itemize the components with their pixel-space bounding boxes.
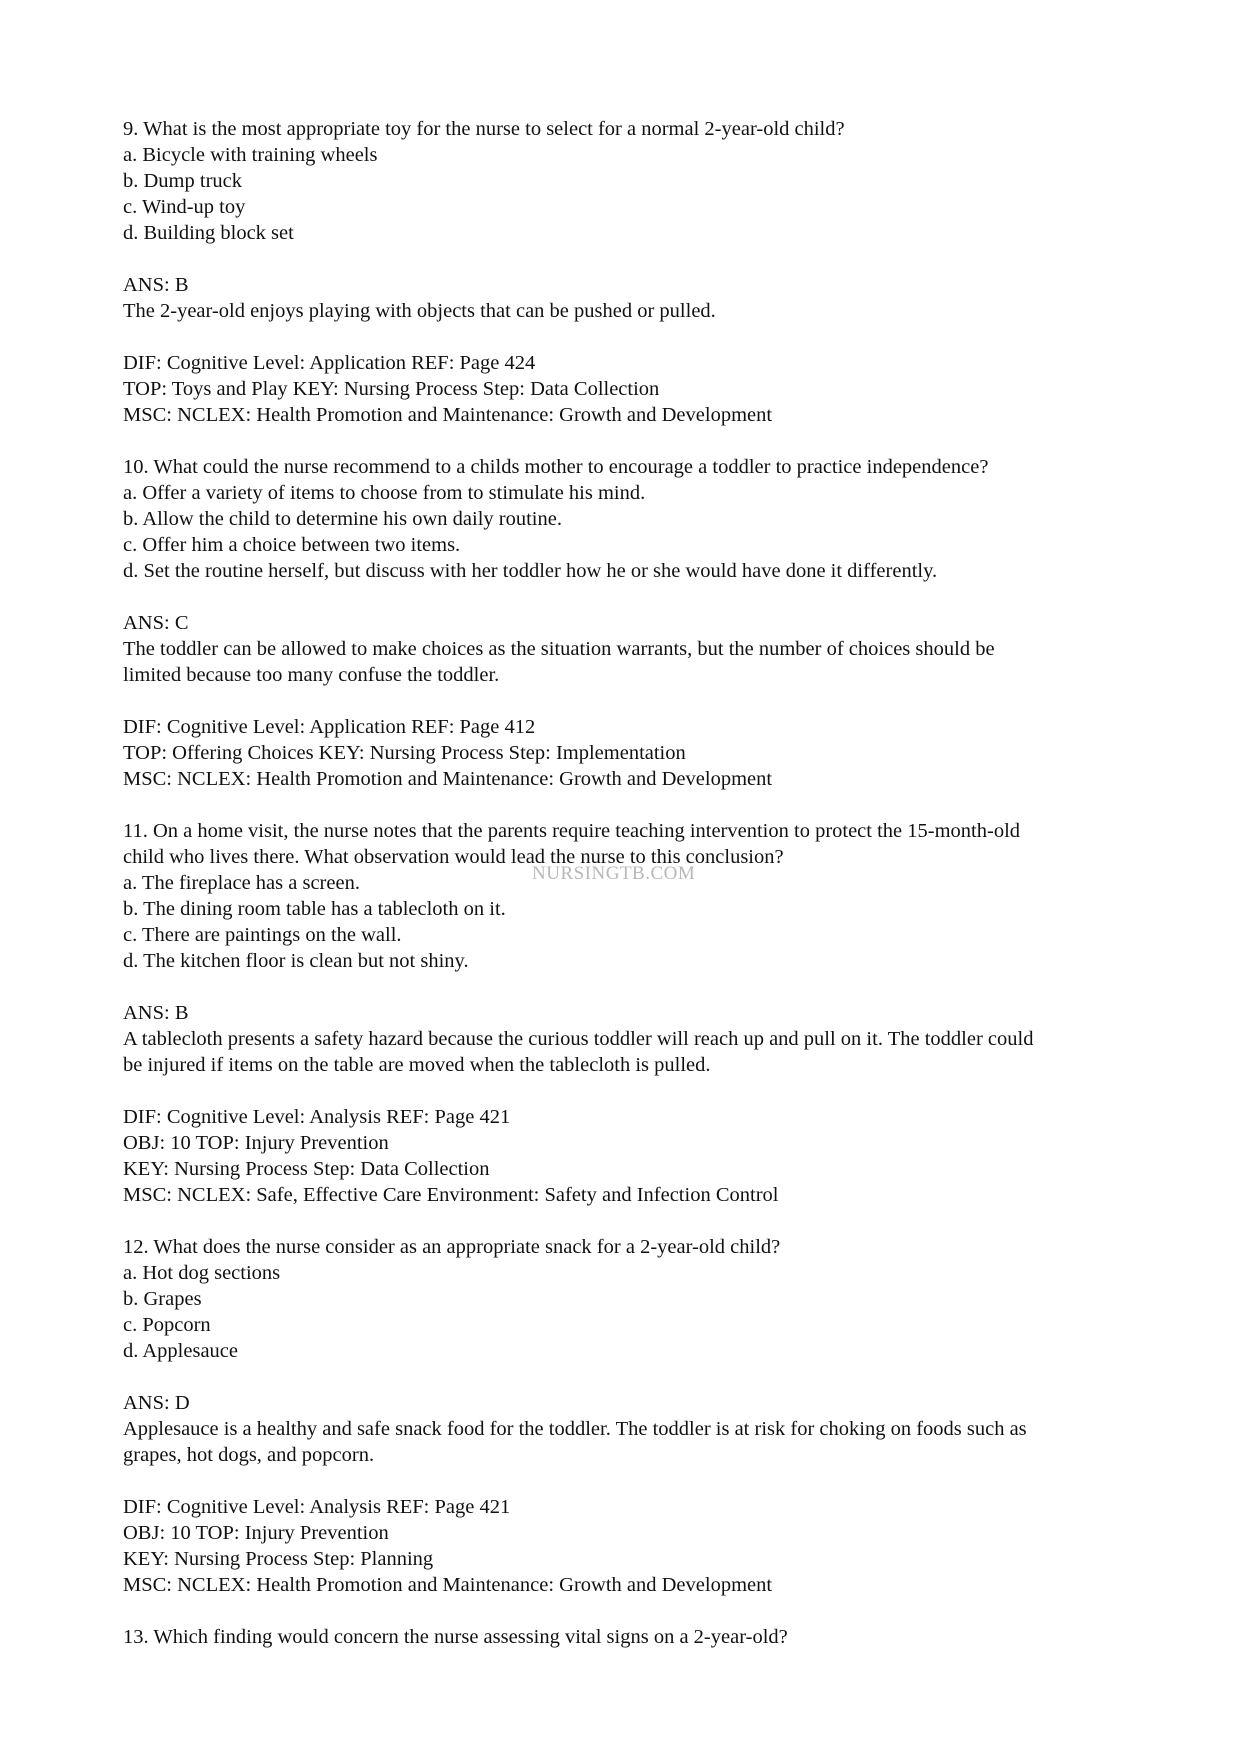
spacer [123, 1208, 1160, 1234]
question-metadata: DIF: Cognitive Level: Analysis REF: Page 421 [123, 1496, 511, 1518]
spacer [123, 688, 1160, 714]
question-stem: 9. What is the most appropriate toy for the nurse to select for a normal 2-year-old child? [123, 118, 845, 140]
answer-option: b. Dump truck [123, 170, 242, 192]
question-stem: 10. What could the nurse recommend to a childs mother to encourage a toddler to practice independence? [123, 456, 989, 478]
question-stem: 12. What does the nurse consider as an appropriate snack for a 2-year-old child? [123, 1236, 781, 1258]
question-stem: 13. Which finding would concern the nurse assessing vital signs on a 2-year-old? [123, 1626, 788, 1648]
answer-option: b. Grapes [123, 1288, 202, 1310]
spacer [123, 428, 1160, 454]
answer-option: a. Bicycle with training wheels [123, 144, 378, 166]
spacer [123, 324, 1160, 350]
question-stem: child who lives there. What observation would lead the nurse to this conclusion? [123, 846, 784, 868]
question-9 [123, 116, 1160, 454]
rationale: grapes, hot dogs, and popcorn. [123, 1444, 375, 1466]
watermark: NURSINGTB.COM [532, 863, 696, 884]
question-metadata: DIF: Cognitive Level: Analysis REF: Page 421 [123, 1106, 511, 1128]
answer-option: b. The dining room table has a tablecloth on it. [123, 898, 506, 920]
spacer [123, 1078, 1160, 1104]
rationale: The toddler can be allowed to make choices as the situation warrants, but the number of choices should be [123, 638, 995, 660]
rationale: limited because too many confuse the toddler. [123, 664, 500, 686]
question-metadata: TOP: Offering Choices KEY: Nursing Process Step: Implementation [123, 742, 686, 764]
answer-option: c. Offer him a choice between two items. [123, 534, 461, 556]
spacer [123, 792, 1160, 818]
question-metadata: KEY: Nursing Process Step: Data Collection [123, 1158, 490, 1180]
answer-option: d. Applesauce [123, 1340, 238, 1362]
question-metadata: DIF: Cognitive Level: Application REF: Page 412 [123, 716, 536, 738]
question-10 [123, 454, 1160, 818]
rationale: A tablecloth presents a safety hazard because the curious toddler will reach up and pull on it. The toddler could [123, 1028, 1034, 1050]
spacer [123, 1364, 1160, 1390]
rationale: be injured if items on the table are moved when the tablecloth is pulled. [123, 1054, 711, 1076]
answer-option: a. Hot dog sections [123, 1262, 281, 1284]
answer-option: c. Wind-up toy [123, 196, 246, 218]
answer-option: c. There are paintings on the wall. [123, 924, 402, 946]
question-13 [123, 1624, 1160, 1650]
answer-key: ANS: B [123, 274, 189, 296]
question-metadata: MSC: NCLEX: Health Promotion and Maintenance: Growth and Development [123, 404, 773, 426]
question-metadata: OBJ: 10 TOP: Injury Prevention [123, 1522, 389, 1544]
answer-option: d. Set the routine herself, but discuss with her toddler how he or she would have done it differently. [123, 560, 938, 582]
answer-option: c. Popcorn [123, 1314, 211, 1336]
question-metadata: MSC: NCLEX: Health Promotion and Maintenance: Growth and Development [123, 1574, 773, 1596]
question-metadata: MSC: NCLEX: Safe, Effective Care Environment: Safety and Infection Control [123, 1184, 779, 1206]
rationale: Applesauce is a healthy and safe snack food for the toddler. The toddler is at risk for choking on foods such as [123, 1418, 1027, 1440]
answer-key: ANS: B [123, 1002, 189, 1024]
spacer [123, 246, 1160, 272]
answer-option: d. The kitchen floor is clean but not shiny. [123, 950, 469, 972]
answer-option: a. Offer a variety of items to choose from to stimulate his mind. [123, 482, 646, 504]
question-12 [123, 1234, 1160, 1624]
question-stem: 11. On a home visit, the nurse notes that the parents require teaching intervention to protect the 15-month-old [123, 820, 1021, 842]
spacer [123, 1598, 1160, 1624]
question-metadata: DIF: Cognitive Level: Application REF: Page 424 [123, 352, 536, 374]
answer-option: d. Building block set [123, 222, 294, 244]
answer-key: ANS: C [123, 612, 189, 634]
answer-option: a. The fireplace has a screen. [123, 872, 360, 894]
question-metadata: TOP: Toys and Play KEY: Nursing Process Step: Data Collection [123, 378, 660, 400]
answer-key: ANS: D [123, 1392, 190, 1414]
spacer [123, 584, 1160, 610]
question-metadata: OBJ: 10 TOP: Injury Prevention [123, 1132, 389, 1154]
spacer [123, 1468, 1160, 1494]
answer-option: b. Allow the child to determine his own daily routine. [123, 508, 562, 530]
rationale: The 2-year-old enjoys playing with objects that can be pushed or pulled. [123, 300, 716, 322]
question-metadata: MSC: NCLEX: Health Promotion and Maintenance: Growth and Development [123, 768, 773, 790]
spacer [123, 974, 1160, 1000]
question-metadata: KEY: Nursing Process Step: Planning [123, 1548, 434, 1570]
